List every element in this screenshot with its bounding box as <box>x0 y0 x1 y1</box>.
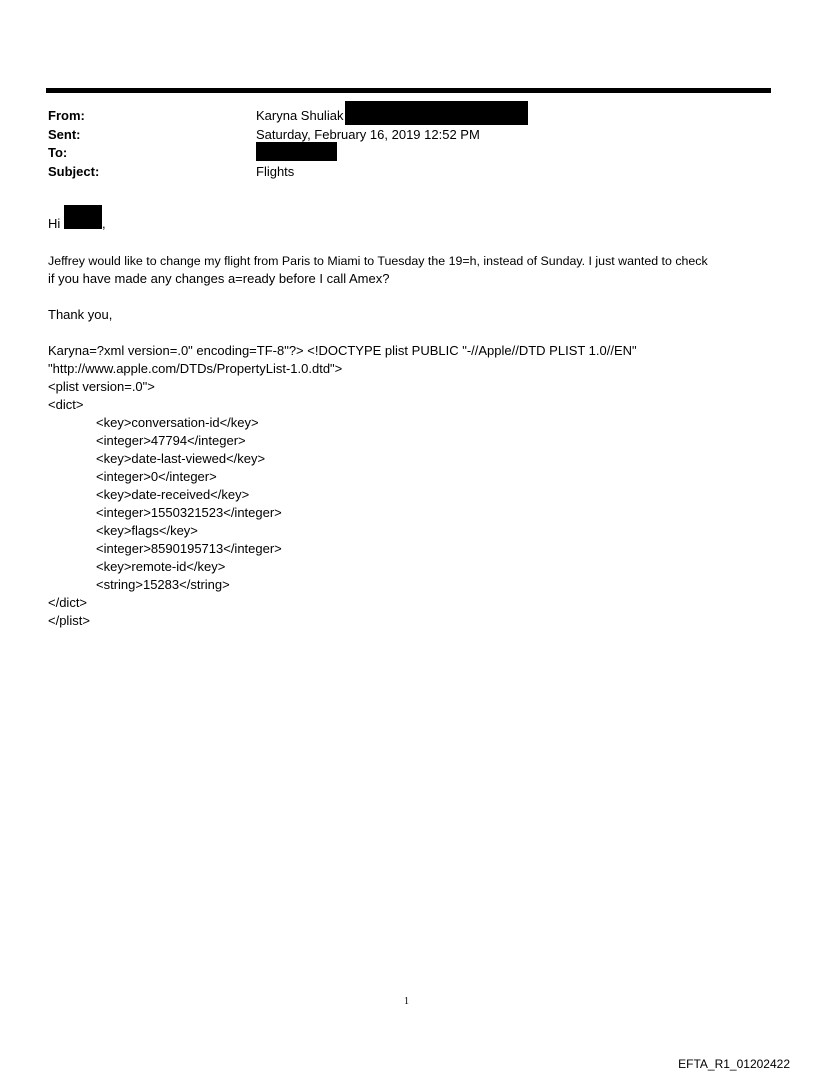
plist-line: <key>conversation-id</key> <box>96 415 259 430</box>
plist-line: <key>flags</key> <box>96 523 198 538</box>
plist-line: <integer>1550321523</integer> <box>96 505 282 520</box>
plist-line: <key>remote-id</key> <box>96 559 226 574</box>
plist-line: </dict> <box>48 595 88 610</box>
closing: Thank you, <box>48 307 113 322</box>
subject-value: Flights <box>256 164 295 179</box>
greeting: Hi <box>48 216 61 231</box>
plist-line: <key>date-last-viewed</key> <box>96 451 266 466</box>
greeting-comma: , <box>102 216 106 231</box>
plist-line: <plist version=.0"> <box>48 379 155 394</box>
plist-line: <integer>8590195713</integer> <box>96 541 282 556</box>
plist-line: <integer>47794</integer> <box>96 433 246 448</box>
header-rule <box>46 88 771 93</box>
message-line-2: if you have made any changes a=ready before I call Amex? <box>48 271 390 286</box>
redaction-greeting-name <box>64 205 102 229</box>
plist-line: <key>date-received</key> <box>96 487 250 502</box>
redaction-from-email <box>345 101 528 125</box>
from-value: Karyna Shuliak <box>256 108 344 123</box>
from-label: From: <box>48 108 85 123</box>
plist-line: <dict> <box>48 397 84 412</box>
plist-line: Karyna=?xml version=.0" encoding=TF-8"?> <!DOCTYPE plist PUBLIC "-//Apple//DTD PLIST 1.0//EN" <box>48 343 637 358</box>
sent-label: Sent: <box>48 127 81 142</box>
message-line-1: Jeffrey would like to change my flight from Paris to Miami to Tuesday the 19=h, instead of Sunday. I just wanted to check <box>48 254 708 268</box>
redaction-to-recipient <box>256 142 337 161</box>
plist-line: "http://www.apple.com/DTDs/PropertyList-1.0.dtd"> <box>48 361 343 376</box>
subject-label: Subject: <box>48 164 100 179</box>
plist-line: </plist> <box>48 613 90 628</box>
plist-line: <integer>0</integer> <box>96 469 217 484</box>
plist-line: <string>15283</string> <box>96 577 230 592</box>
to-label: To: <box>48 145 68 160</box>
bates-number: EFTA_R1_01202422 <box>678 1057 790 1071</box>
page-number: 1 <box>404 996 409 1007</box>
sent-value: Saturday, February 16, 2019 12:52 PM <box>256 127 480 142</box>
